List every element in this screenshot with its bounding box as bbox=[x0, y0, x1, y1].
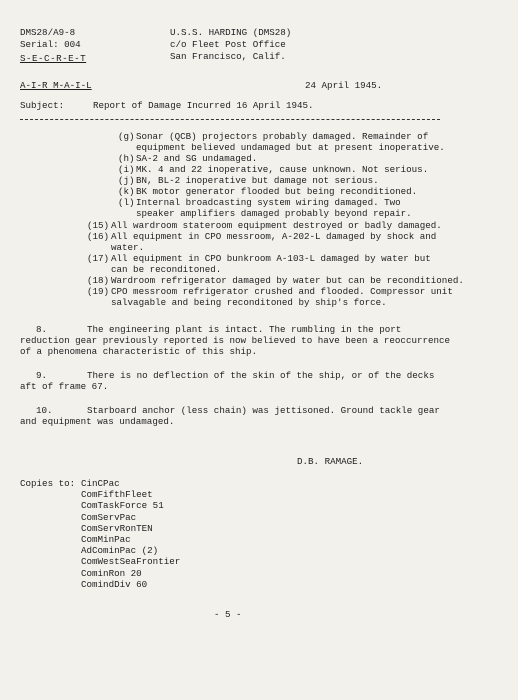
subject-divider bbox=[20, 119, 440, 120]
paragraph-9-line-2: aft of frame 67. bbox=[20, 381, 109, 392]
paragraph-9-line-1: There is no deflection of the skin of the ship, or of the decks bbox=[87, 370, 435, 381]
numbered-item-text: All wardroom stateroom equipment destroyed or badly damaged. bbox=[111, 220, 442, 231]
letter-date: 24 April 1945. bbox=[305, 80, 383, 91]
copy-recipient: ComServRonTEN bbox=[81, 522, 153, 534]
classification-mark: S-E-C-R-E-T bbox=[20, 53, 87, 64]
serial-number: Serial: 004 bbox=[20, 39, 81, 50]
paragraph-10-line-1: Starboard anchor (less chain) was jettisoned. Ground tackle gear bbox=[87, 405, 440, 416]
sub-item-text: speaker amplifiers damaged probably beyond repair. bbox=[136, 208, 412, 219]
sub-item-marker: (g) bbox=[118, 131, 135, 142]
numbered-item-marker: (15) bbox=[87, 220, 110, 231]
numbered-item-marker: (16) bbox=[87, 231, 110, 242]
sub-item-text: SA-2 and SG undamaged. bbox=[136, 153, 258, 164]
copy-recipient: ComindDiv 60 bbox=[81, 578, 148, 590]
paragraph-10-number: 10. bbox=[36, 405, 53, 416]
numbered-item-text: salvagable and being reconditoned by ship's force. bbox=[111, 297, 387, 308]
sub-item-text: Sonar (QCB) projectors probably damaged. Remainder of bbox=[136, 131, 429, 142]
copy-recipient: ComFifthFleet bbox=[81, 489, 153, 501]
numbered-item-marker: (17) bbox=[87, 253, 110, 264]
numbered-item-text: All equipment in CPO bunkroom A-103-L damaged by water but bbox=[111, 253, 431, 264]
sub-item-text: BN, BL-2 inoperative but damage not serious. bbox=[136, 175, 379, 186]
numbered-item-text: Wardroom refrigerator damaged by water but can be reconditioned. bbox=[111, 275, 464, 286]
subject-text: Report of Damage Incurred 16 April 1945. bbox=[93, 100, 314, 111]
paragraph-8-line-2: reduction gear previously reported is now believed to have been a reoccurrence bbox=[20, 335, 451, 346]
copy-recipient: ComMinPac bbox=[81, 534, 131, 546]
copy-recipient: ComTaskForce 51 bbox=[81, 500, 164, 512]
signature: D.B. RAMAGE. bbox=[297, 456, 364, 467]
address-line-2: San Francisco, Calif. bbox=[170, 51, 286, 62]
numbered-item-text: CPO messroom refrigerator crushed and flooded. Compressor unit bbox=[111, 286, 453, 297]
numbered-item-marker: (19) bbox=[87, 286, 110, 297]
numbered-item-text: water. bbox=[111, 242, 145, 253]
sub-item-marker: (i) bbox=[118, 164, 135, 175]
address-line-1: c/o Fleet Post Office bbox=[170, 39, 286, 50]
copy-recipient: CominRon 20 bbox=[81, 567, 142, 579]
numbered-item-marker: (18) bbox=[87, 275, 110, 286]
paragraph-8-line-1: The engineering plant is intact. The rumbling in the port bbox=[87, 324, 402, 335]
sub-item-text: MK. 4 and 22 inoperative, cause unknown. Not serious. bbox=[136, 164, 429, 175]
file-code: DMS28/A9-8 bbox=[20, 27, 76, 38]
paragraph-9-number: 9. bbox=[36, 370, 48, 381]
sub-item-marker: (h) bbox=[118, 153, 135, 164]
sub-item-marker: (l) bbox=[118, 197, 135, 208]
paragraph-10-line-2: and equipment was undamaged. bbox=[20, 416, 175, 427]
paragraph-8-number: 8. bbox=[36, 324, 48, 335]
sub-item-marker: (k) bbox=[118, 186, 135, 197]
numbered-item-text: All equipment in CPO messroom, A-202-L damaged by shock and bbox=[111, 231, 437, 242]
subject-label: Subject: bbox=[20, 100, 65, 111]
sub-item-text: Internal broadcasting system wiring damaged. Two bbox=[136, 197, 401, 208]
copies-label: Copies to: bbox=[20, 478, 76, 489]
copy-recipient: ComServPac bbox=[81, 511, 137, 523]
paragraph-8-line-3: of a phenomena characteristic of this ship. bbox=[20, 346, 258, 357]
sub-item-text: BK motor generator flooded but being reconditioned. bbox=[136, 186, 418, 197]
copy-recipient: ComWestSeaFrontier bbox=[81, 556, 181, 568]
sub-item-marker: (j) bbox=[118, 175, 135, 186]
ship-name: U.S.S. HARDING (DMS28) bbox=[170, 27, 292, 38]
mail-type: A-I-R M-A-I-L bbox=[20, 80, 92, 91]
numbered-item-text: can be reconditoned. bbox=[111, 264, 222, 275]
sub-item-text: equipment believed undamaged but at present inoperative. bbox=[136, 142, 445, 153]
copy-recipient: CinCPac bbox=[81, 478, 120, 489]
copies-recipient-list bbox=[81, 478, 180, 590]
copy-recipient: AdCominPac (2) bbox=[81, 545, 159, 557]
page-number: - 5 - bbox=[214, 609, 242, 620]
